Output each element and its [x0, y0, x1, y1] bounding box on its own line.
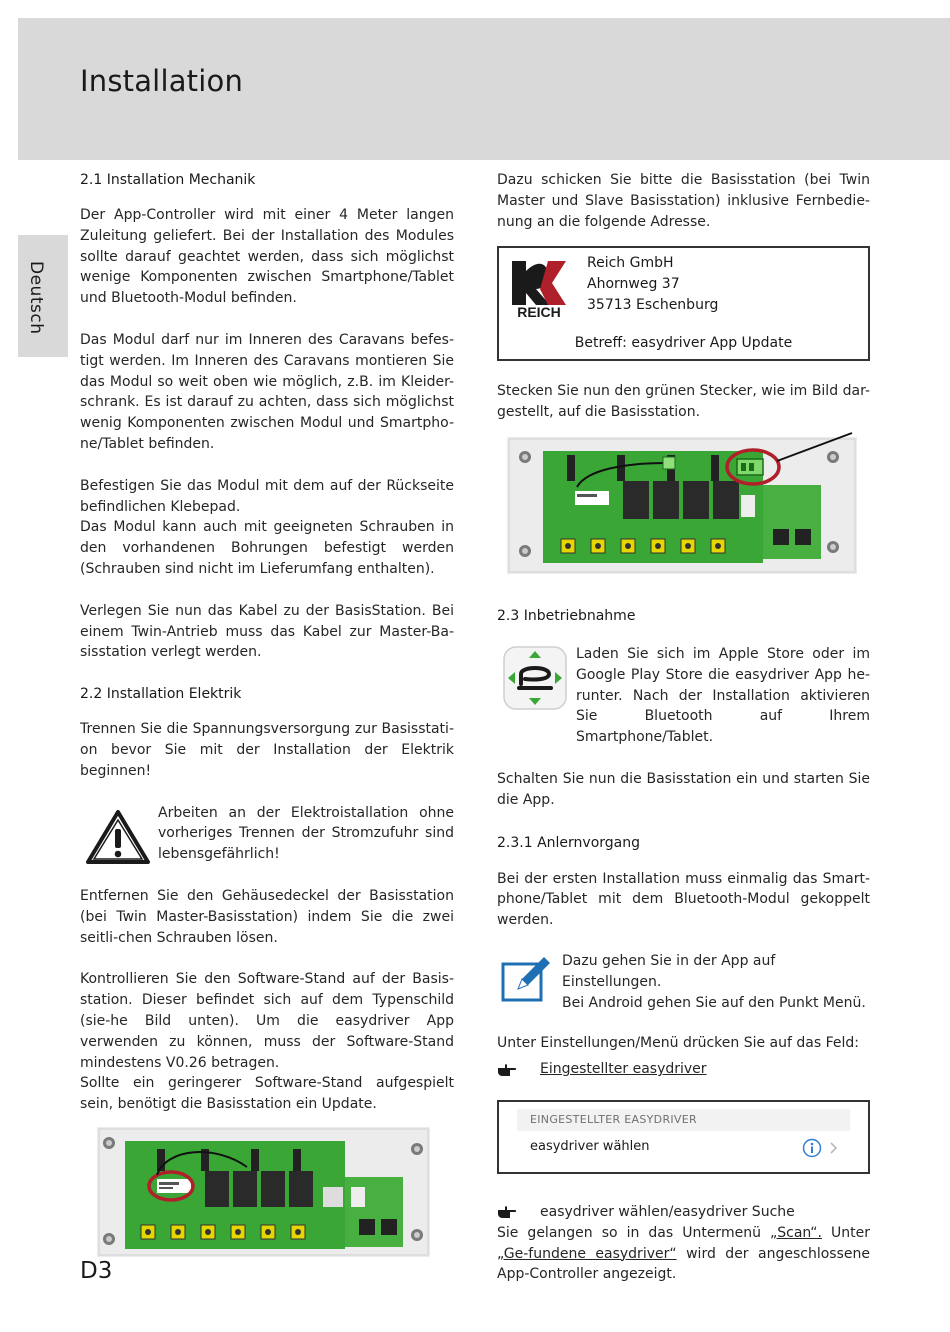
pointing-hand-icon: [497, 1063, 517, 1077]
app-download-block: [497, 644, 870, 748]
app-settings-screenshot: [497, 1100, 870, 1174]
warning-text: Arbeiten an der Elektroistallation ohne vorheriges Trennen der Stromzufuhr sind lebensgefährlich!: [158, 804, 454, 863]
paragraph: Verlegen Sie nun das Kabel zu der BasisStation. Bei einem Twin-Antrieb muss das Kabel zur Master-Ba-sisstation verlegt werden.: [80, 602, 454, 661]
easydriver-app-icon: [503, 646, 567, 710]
green-connector-photo: [507, 429, 857, 574]
pointer-row: [497, 1202, 870, 1223]
language-tab-label: Deutsch: [26, 261, 46, 335]
paragraph: Schalten Sie nun die Basisstation ein und starten Sie die App.: [497, 770, 870, 808]
language-tab: [18, 235, 68, 357]
paragraph: Stecken Sie nun den grünen Stecker, wie im Bild dar-gestellt, auf die Basisstation.: [497, 383, 870, 421]
paragraph: Der App-Controller wird mit einer 4 Meter langen Zuleitung geliefert. Bei der Installation des Modules sollte darauf geachtet werden, dass sich möglichst wenige Komponenten zwischen Smartphone/Tablet und Bluetooth-Modul befinden.: [80, 207, 454, 307]
section-heading-2-3-1: 2.3.1 Anlernvorgang: [497, 834, 640, 851]
pointer-row: [497, 1059, 870, 1080]
reich-logo: [506, 257, 572, 319]
text-run: Sie gelangen so in das Untermenü: [497, 1224, 770, 1241]
chevron-right-icon: [829, 1141, 838, 1155]
menu-ref-scan: „Scan“.: [769, 1224, 822, 1241]
right-column: [497, 170, 870, 1285]
info-icon[interactable]: [802, 1138, 822, 1158]
pointing-hand-icon: [497, 1205, 517, 1219]
page-number: D3: [80, 1258, 113, 1284]
paragraph: [497, 1223, 870, 1285]
pointer-label: Eingestellter easydriver: [540, 1061, 707, 1078]
section-heading-2-1: 2.1 Installation Mechanik: [80, 172, 256, 188]
address-subject: Betreff: easydriver App Update: [574, 335, 793, 352]
left-column: [80, 170, 454, 1261]
warning-block: [80, 803, 454, 865]
paragraph: Kontrollieren Sie den Software-Stand auf der Basis-station. Dieser befindet sich auf dem Typenschild (sie-he Bild unten). Um die easydriver App verwenden zu können, muss der Software-Stand mindestens V0.26 betragen.: [80, 971, 454, 1071]
settings-hint-line: Dazu gehen Sie in der App auf Einstellungen.: [562, 952, 776, 990]
paragraph: Das Modul darf nur im Inneren des Caravans befes-tigt werden. Im Inneren des Caravans montieren Sie das Modul so weit oben wie möglich, z.B. im Kleider-schrank. Es ist darauf zu achten, dass sich möglichst wenig Komponenten zwischen Modul und Smartpho-ne/Tablet befinden.: [80, 331, 454, 452]
settings-panel: [517, 1109, 850, 1167]
paragraph: Dazu schicken Sie bitte die Basisstation (bei Twin Master und Slave Basisstation) inklusive Fernbedie-nung an die folgende Adresse.: [497, 172, 870, 230]
edit-pencil-icon: [500, 955, 552, 1003]
paragraph: Befestigen Sie das Modul mit dem auf der Rückseite befindlichen Klebepad.: [80, 477, 454, 515]
text-run: Unter: [821, 1224, 870, 1241]
menu-ref-found: „Ge-fundene easydriver“: [497, 1245, 677, 1262]
settings-row-label: easydriver wählen: [530, 1138, 650, 1154]
paragraph: Das Modul kann auch mit geeigneten Schrauben in den vorhandenen Bohrungen befestigt werden (Schrauben sind nicht im Lieferumfang enthalten).: [80, 519, 454, 577]
address-box: [497, 246, 870, 361]
paragraph: Unter Einstellungen/Menü drücken Sie auf das Feld:: [497, 1035, 859, 1052]
warning-triangle-icon: [85, 809, 151, 865]
address-line: Ahornweg 37: [587, 276, 680, 293]
settings-hint-line: Bei Android gehen Sie auf den Punkt Menü.: [562, 994, 866, 1011]
base-station-photo: [97, 1127, 430, 1257]
paragraph: Entfernen Sie den Gehäusedeckel der Basisstation (bei Twin Master-Basisstation) indem Sie die zwei seitli-chen Schrauben lösen.: [80, 887, 454, 946]
paragraph: Bei der ersten Installation muss einmalig das Smart-phone/Tablet mit dem Bluetooth-Modul gekoppelt werden.: [497, 870, 870, 929]
address-line: Reich GmbH: [587, 255, 674, 272]
settings-hint-block: [497, 951, 870, 1013]
paragraph: Trennen Sie die Spannungsversorgung zur Basisstati-on bevor Sie mit der Installation der Elektrik beginnen!: [80, 721, 454, 779]
section-heading-2-2: 2.2 Installation Elektrik: [80, 686, 242, 703]
section-heading-2-3: 2.3 Inbetriebnahme: [497, 607, 636, 624]
app-download-text: Laden Sie sich im Apple Store oder im Google Play Store die easydriver App he-runter. Nach der Installation aktivieren Sie Bluetooth auf Ihrem Smartphone/Tablet.: [576, 645, 870, 746]
address-lines: [587, 253, 718, 315]
pointer-label: easydriver wählen/easydriver Suche: [540, 1203, 795, 1220]
settings-section-header: EINGESTELLTER EASYDRIVER: [530, 1112, 697, 1126]
paragraph: Sollte ein geringerer Software-Stand aufgespielt sein, benötigt die Basisstation ein Update.: [80, 1075, 454, 1113]
text-run: wird der angeschlossene App-Controller angezeigt.: [497, 1245, 870, 1283]
address-line: 35713 Eschenburg: [587, 296, 719, 313]
page-title: Installation: [80, 64, 244, 98]
settings-hint-text: [562, 951, 870, 1013]
settings-row[interactable]: [517, 1131, 850, 1167]
logo-wordmark: REICH: [517, 304, 561, 320]
